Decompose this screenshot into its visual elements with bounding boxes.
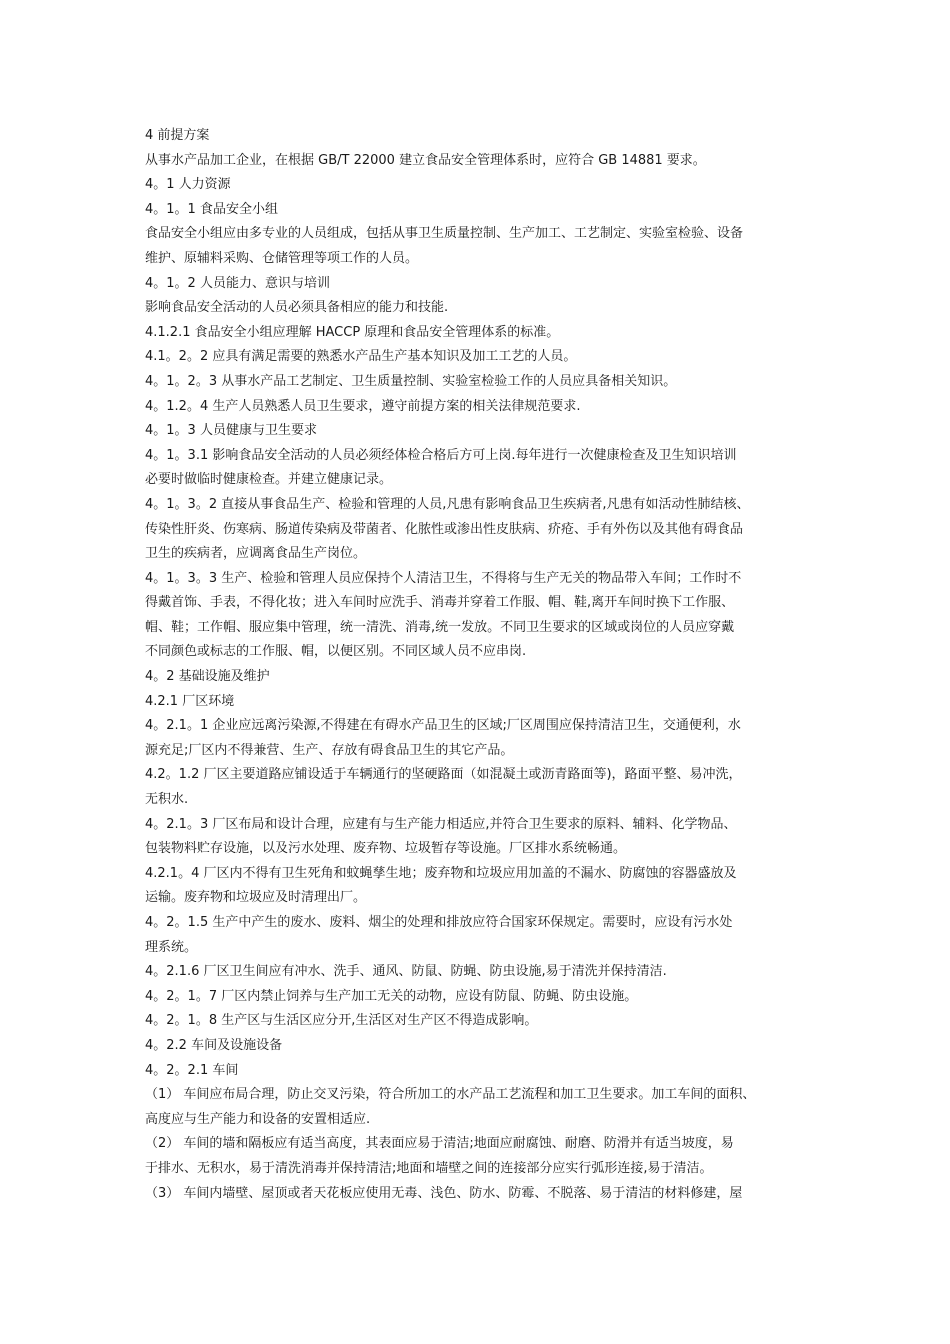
section-heading: 4。1。1 食品安全小组 <box>145 201 278 217</box>
clause-line: 4.2.1。4 厂区内不得有卫生死角和蚊蝇孳生地；废弃物和垃圾应用加盖的不漏水、防腐蚀的容器盛放及 <box>145 865 737 881</box>
paragraph-line: 得戴首饰、手表，不得化妆；进入车间时应洗手、消毒并穿着工作服、帽、鞋,离开车间时换下工作服、 <box>145 595 735 611</box>
paragraph-line: 影响食品安全活动的人员必须具备相应的能力和技能. <box>145 300 449 316</box>
paragraph-line: 无积水. <box>145 792 189 808</box>
paragraph-line: 不同颜色或标志的工作服、帽，以便区别。不同区域人员不应串岗. <box>145 644 527 660</box>
paragraph-line: 于排水、无积水，易于清洗消毒并保持清洁;地面和墙壁之间的连接部分应实行弧形连接,易于清洁。 <box>145 1160 713 1176</box>
paragraph-line: 源充足;厂区内不得兼营、生产、存放有碍食品卫生的其它产品。 <box>145 742 514 758</box>
paragraph-line: 维护、原辅料采购、仓储管理等项工作的人员。 <box>145 250 419 266</box>
section-heading: 4。2 基础设施及维护 <box>145 669 270 685</box>
paragraph-line: 理系统。 <box>145 939 198 955</box>
section-heading: 4。2。2.1 车间 <box>145 1062 239 1078</box>
section-heading: 4。1 人力资源 <box>145 177 231 193</box>
clause-line: 4。1.2。4 生产人员熟悉人员卫生要求，遵守前提方案的相关法律规范要求. <box>145 398 581 414</box>
section-heading: 4。1。2 人员能力、意识与培训 <box>145 275 330 291</box>
clause-line: 4。1。3。3 生产、检验和管理人员应保持个人清洁卫生，不得将与生产无关的物品带入车间；工作时不 <box>145 570 742 586</box>
clause-line: 4。2。1。8 生产区与生活区应分开,生活区对生产区不得造成影响。 <box>145 1013 538 1029</box>
clause-line: 4.2。1.2 厂区主要道路应铺设适于车辆通行的坚硬路面（如混凝土或沥青路面等)，路面平整、易冲洗， <box>145 767 742 783</box>
list-item-line: （2） 车间的墙和隔板应有适当高度，其表面应易于清洁;地面应耐腐蚀、耐磨、防滑并有适当坡度，易 <box>145 1136 734 1152</box>
paragraph-line: 从事水产品加工企业，在根据 GB/T 22000 建立食品安全管理体系时，应符合 GB 14881 要求。 <box>145 152 706 168</box>
paragraph-line: 卫生的疾病者，应调离食品生产岗位。 <box>145 546 367 562</box>
paragraph-line: 食品安全小组应由多专业的人员组成，包括从事卫生质量控制、生产加工、工艺制定、实验室检验、设备 <box>145 226 744 242</box>
paragraph-line: 传染性肝炎、伤寒病、肠道传染病及带菌者、化脓性或渗出性皮肤病、疥疮、手有外伤以及其他有碍食品 <box>145 521 744 537</box>
paragraph-line: 包装物料贮存设施，以及污水处理、废弃物、垃圾暂存等设施。厂区排水系统畅通。 <box>145 841 627 857</box>
section-heading: 4.2.1 厂区环境 <box>145 693 235 709</box>
clause-line: 4。2。1。7 厂区内禁止饲养与生产加工无关的动物，应设有防鼠、防蝇、防虫设施。 <box>145 988 638 1004</box>
clause-line: 4。1。2。3 从事水产品工艺制定、卫生质量控制、实验室检验工作的人员应具备相关知识。 <box>145 373 677 389</box>
paragraph-line: 高度应与生产能力和设备的安置相适应. <box>145 1111 371 1127</box>
clause-line: 4。2.1。1 企业应远离污染源,不得建在有碍水产品卫生的区域;厂区周围应保持清洁卫生，交通便利，水 <box>145 718 741 734</box>
clause-line: 4。1。3。2 直接从事食品生产、检验和管理的人员,凡患有影响食品卫生疾病者,凡患有如活动性肺结核、 <box>145 496 750 512</box>
paragraph-line: 必要时做临时健康检查。并建立健康记录。 <box>145 472 393 488</box>
section-heading: 4 前提方案 <box>145 128 210 143</box>
clause-line: 4。1。3.1 影响食品安全活动的人员必须经体检合格后方可上岗.每年进行一次健康检查及卫生知识培训 <box>145 447 737 463</box>
list-item-line: （1） 车间应布局合理，防止交叉污染，符合所加工的水产品工艺流程和加工卫生要求。加工车间的面积、 <box>145 1087 756 1103</box>
section-heading: 4。2.2 车间及设施设备 <box>145 1037 283 1053</box>
clause-line: 4.1。2。2 应具有满足需要的熟悉水产品生产基本知识及加工工艺的人员。 <box>145 349 577 365</box>
paragraph-line: 帽、鞋；工作帽、服应集中管理，统一清洗、消毒,统一发放。不同卫生要求的区域或岗位的人员应穿戴 <box>145 619 735 635</box>
document-body <box>145 124 813 1206</box>
paragraph-line: 运输。废弃物和垃圾应及时清理出厂。 <box>145 890 367 906</box>
section-heading: 4。1。3 人员健康与卫生要求 <box>145 423 317 439</box>
clause-line: 4.1.2.1 食品安全小组应理解 HACCP 原理和食品安全管理体系的标准。 <box>145 324 560 340</box>
clause-line: 4。2.1。3 厂区布局和设计合理，应建有与生产能力相适应,并符合卫生要求的原料、辅料、化学物品、 <box>145 816 737 832</box>
list-item-line: （3） 车间内墙壁、屋顶或者天花板应使用无毒、浅色、防水、防霉、不脱落、易于清洁的材料修建，屋 <box>145 1185 743 1201</box>
clause-line: 4。2.1.6 厂区卫生间应有冲水、洗手、通风、防鼠、防蝇、防虫设施,易于清洗并保持清洁. <box>145 964 667 980</box>
clause-line: 4。2。1.5 生产中产生的废水、废料、烟尘的处理和排放应符合国家环保规定。需要时，应设有污水处 <box>145 915 733 930</box>
